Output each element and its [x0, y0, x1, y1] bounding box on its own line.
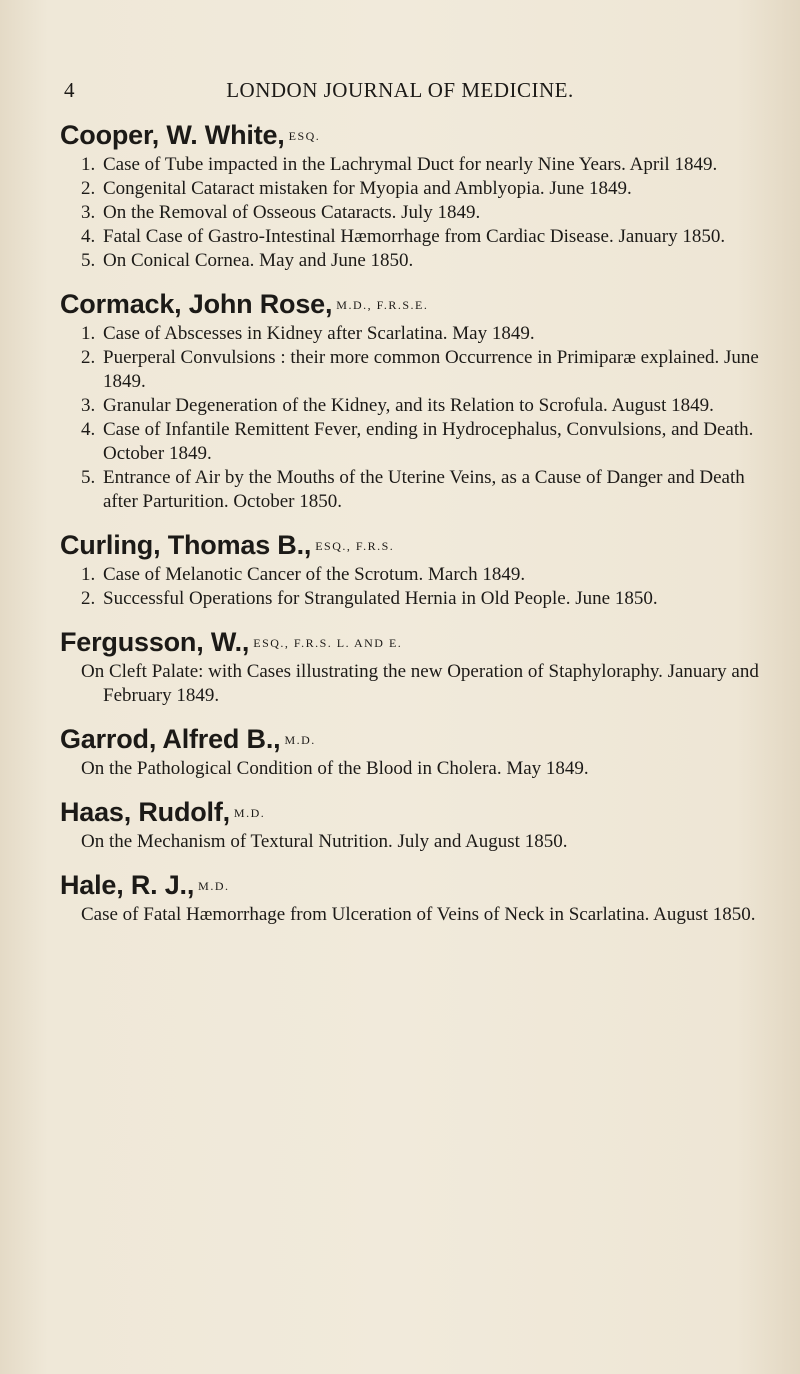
paper-entry: [60, 563, 760, 587]
author-name: Cormack, John Rose,: [60, 289, 333, 319]
author-heading: [60, 722, 760, 757]
paper-title: Case of Fatal Hæmorrhage from Ulceration of Veins of Neck in Scarlatina. August 1850.: [81, 904, 756, 925]
paper-number: 3.: [81, 395, 96, 416]
paper-number: 5.: [81, 467, 96, 488]
author-credentials: M.D., F.R.S.E.: [336, 298, 429, 312]
paper-number: 1.: [81, 154, 96, 175]
paper-entry: [60, 466, 760, 514]
paper-title: Case of Tube impacted in the Lachrymal Duct for nearly Nine Years. April 1849.: [103, 154, 718, 175]
author-credentials: ESQ.: [288, 129, 321, 143]
paper-entry: [60, 903, 760, 927]
paper-title: Case of Abscesses in Kidney after Scarlatina. May 1849.: [103, 323, 535, 344]
paper-number: 2.: [81, 178, 96, 199]
paper-entry: [60, 660, 760, 708]
paper-title: Granular Degeneration of the Kidney, and its Relation to Scrofula. August 1849.: [103, 395, 714, 416]
author-name: Hale, R. J.,: [60, 870, 195, 900]
paper-number: 5.: [81, 250, 96, 271]
paper-list: [60, 830, 760, 854]
author-entry: [60, 722, 760, 781]
paper-title: On the Pathological Condition of the Blood in Cholera. May 1849.: [81, 758, 589, 779]
author-name: Cooper, W. White,: [60, 120, 285, 150]
paper-number: 1.: [81, 564, 96, 585]
paper-title: On Conical Cornea. May and June 1850.: [103, 250, 414, 271]
paper-title: On Cleft Palate: with Cases illustrating the new Operation of Staphyloraphy. January and February 1849.: [81, 661, 759, 706]
author-heading: [60, 287, 760, 322]
paper-list: [60, 757, 760, 781]
paper-number: 4.: [81, 419, 96, 440]
author-heading: [60, 528, 760, 563]
paper-entry: [60, 346, 760, 394]
author-heading: [60, 795, 760, 830]
journal-title: LONDON JOURNAL OF MEDICINE.: [226, 78, 574, 102]
paper-number: 4.: [81, 226, 96, 247]
paper-entry: [60, 418, 760, 466]
author-entry: [60, 528, 760, 611]
paper-title: On the Mechanism of Textural Nutrition. July and August 1850.: [81, 831, 568, 852]
paper-list: [60, 660, 760, 708]
author-credentials: M.D.: [284, 733, 316, 747]
author-name: Garrod, Alfred B.,: [60, 724, 281, 754]
author-credentials: ESQ., F.R.S.: [315, 539, 395, 553]
author-entry: [60, 118, 760, 273]
author-entry: [60, 625, 760, 708]
paper-entry: [60, 249, 760, 273]
paper-title: Congenital Cataract mistaken for Myopia and Amblyopia. June 1849.: [103, 178, 632, 199]
paper-entry: [60, 153, 760, 177]
author-credentials: ESQ., F.R.S. L. AND E.: [253, 636, 403, 650]
author-credentials: M.D.: [233, 806, 266, 820]
paper-list: [60, 153, 760, 273]
author-entry: [60, 868, 760, 927]
paper-number: 3.: [81, 202, 96, 223]
author-heading: [60, 625, 760, 660]
paper-entry: [60, 587, 760, 611]
author-name: Curling, Thomas B.,: [60, 530, 312, 560]
paper-title: On the Removal of Osseous Cataracts. July 1849.: [103, 202, 481, 223]
paper-title: Fatal Case of Gastro-Intestinal Hæmorrhage from Cardiac Disease. January 1850.: [103, 226, 726, 247]
paper-title: Puerperal Convulsions : their more common Occurrence in Primiparæ explained. June 1849.: [103, 347, 759, 392]
paper-title: Case of Melanotic Cancer of the Scrotum. March 1849.: [103, 564, 526, 585]
paper-list: [60, 563, 760, 611]
author-credentials: M.D.: [198, 879, 230, 893]
page-number: 4: [64, 78, 75, 102]
paper-entry: [60, 177, 760, 201]
paper-title: Case of Infantile Remittent Fever, ending in Hydrocephalus, Convulsions, and Death. October 1849.: [103, 419, 754, 464]
paper-number: 2.: [81, 347, 96, 368]
author-name: Haas, Rudolf,: [60, 797, 230, 827]
paper-number: 1.: [81, 323, 96, 344]
paper-title: Successful Operations for Strangulated Hernia in Old People. June 1850.: [103, 588, 658, 609]
paper-entry: [60, 757, 760, 781]
paper-list: [60, 322, 760, 514]
paper-list: [60, 903, 760, 927]
paper-entry: [60, 201, 760, 225]
author-entry: [60, 795, 760, 854]
running-head: [60, 78, 740, 108]
author-index: [60, 118, 760, 937]
paper-entry: [60, 394, 760, 418]
paper-entry: [60, 830, 760, 854]
paper-number: 2.: [81, 588, 96, 609]
paper-title: Entrance of Air by the Mouths of the Uterine Veins, as a Cause of Danger and Death after Parturition. October 1850.: [103, 467, 745, 512]
paper-entry: [60, 322, 760, 346]
author-name: Fergusson, W.,: [60, 627, 250, 657]
author-heading: [60, 118, 760, 153]
author-entry: [60, 287, 760, 514]
author-heading: [60, 868, 760, 903]
paper-entry: [60, 225, 760, 249]
